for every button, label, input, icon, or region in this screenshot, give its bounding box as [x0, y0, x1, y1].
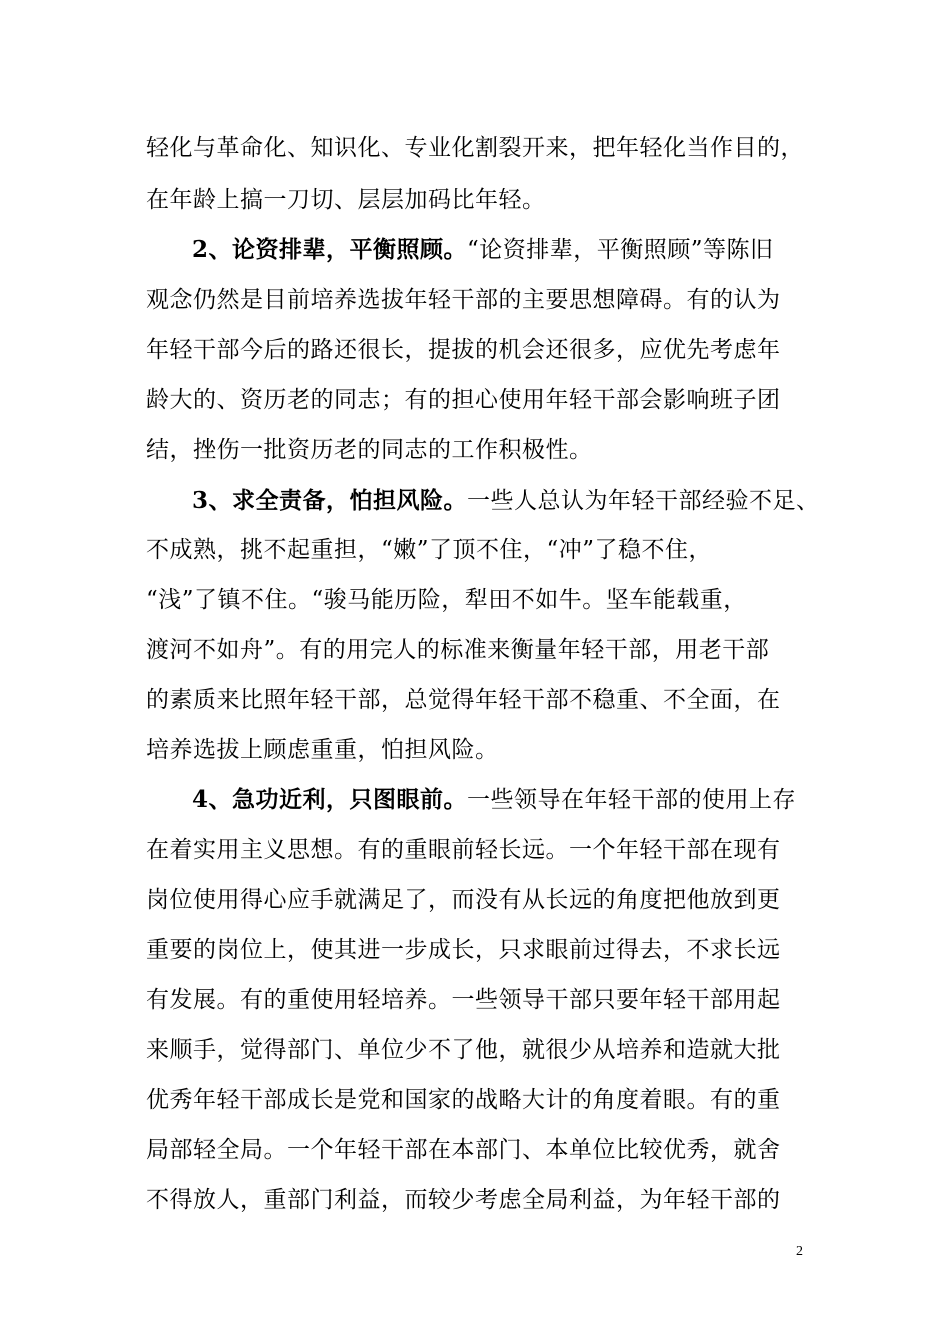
line-text: “浅”了镇不住。“骏马能历险，犁田不如牛。坚车能载重， — [146, 587, 747, 613]
line-text: 局部轻全局。一个年轻干部在本部门、本单位比较优秀，就舍 — [146, 1137, 781, 1163]
line-text: 有发展。有的重使用轻培养。一些领导干部只要年轻干部用起 — [146, 987, 781, 1013]
text-line — [146, 280, 781, 320]
section-heading-line — [192, 230, 774, 270]
text-line — [146, 880, 781, 920]
section-heading-line — [192, 481, 820, 521]
line-text: 重要的岗位上，使其进一步成长，只求眼前过得去，不求长远 — [146, 937, 781, 963]
text-line — [146, 380, 781, 420]
line-text: 年轻干部今后的路还很长，提拔的机会还很多，应优先考虑年 — [146, 337, 781, 363]
line-text: 来顺手，觉得部门、单位少不了他，就很少从培养和造就大批 — [146, 1037, 781, 1063]
line-text: 观念仍然是目前培养选拔年轻干部的主要思想障碍。有的认为 — [146, 287, 781, 313]
line-text: 渡河不如舟”。有的用完人的标准来衡量年轻干部，用老干部 — [146, 637, 770, 663]
line-text: 龄大的、资历老的同志；有的担心使用年轻干部会影响班子团 — [146, 387, 781, 413]
text-line — [146, 128, 804, 168]
line-text: 在年龄上搞一刀切、层层加码比年轻。 — [146, 187, 546, 213]
line-text: 不得放人，重部门利益，而较少考虑全局利益，为年轻干部的 — [146, 1187, 781, 1213]
text-line — [146, 1080, 781, 1120]
line-text: 的素质来比照年轻干部，总觉得年轻干部不稳重、不全面，在 — [146, 687, 781, 713]
section-heading-line — [192, 780, 796, 820]
section-heading: 3、求全责备，怕担风险。 — [192, 487, 468, 514]
text-line — [146, 580, 747, 620]
text-line — [146, 630, 769, 670]
line-text: 培养选拔上顾虑重重，怕担风险。 — [146, 737, 499, 763]
line-text: 不成熟，挑不起重担，“嫩”了顶不住，“冲”了稳不住， — [146, 537, 713, 563]
text-line — [146, 730, 499, 770]
line-text: 结，挫伤一批资历老的同志的工作积极性。 — [146, 437, 593, 463]
text-line — [146, 180, 546, 220]
line-text: 优秀年轻干部成长是党和国家的战略大计的角度着眼。有的重 — [146, 1087, 781, 1113]
text-line — [146, 1030, 781, 1070]
line-text: 在着实用主义思想。有的重眼前轻长远。一个年轻干部在现有 — [146, 837, 781, 863]
text-line — [146, 530, 712, 570]
text-line — [146, 980, 781, 1020]
line-text: 轻化与革命化、知识化、专业化割裂开来，把年轻化当作目的， — [146, 135, 804, 161]
page-number: 2 — [796, 1244, 803, 1259]
line-text: “论资排辈，平衡照顾”等陈旧 — [467, 237, 774, 263]
line-text: 一些人总认为年轻干部经验不足、 — [467, 488, 820, 514]
text-line — [146, 330, 781, 370]
line-text: 一些领导在年轻干部的使用上存 — [467, 787, 797, 813]
text-line — [146, 680, 781, 720]
text-line — [146, 430, 593, 470]
section-heading: 4、急功近利，只图眼前。 — [192, 786, 468, 813]
text-line — [146, 1130, 781, 1170]
text-line — [146, 830, 781, 870]
text-line — [146, 1180, 781, 1220]
section-heading: 2、论资排辈，平衡照顾。 — [192, 236, 468, 263]
line-text: 岗位使用得心应手就满足了，而没有从长远的角度把他放到更 — [146, 887, 781, 913]
text-line — [146, 930, 781, 970]
